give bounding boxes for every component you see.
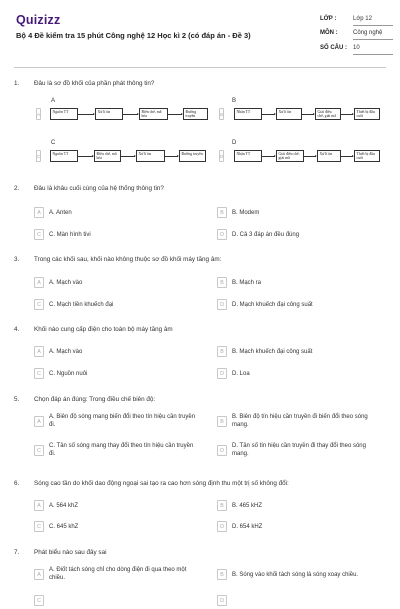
question-text: Khối nào cung cấp điện cho toàn bộ máy tăng âm — [34, 326, 173, 333]
option-text: B. Sóng vào khối tách sóng là sóng xoay chiều. — [232, 572, 359, 578]
question-text: Trong các khối sau, khối nào không thuộc sơ đồ khối máy tăng âm: — [34, 256, 222, 263]
option-a[interactable] — [34, 566, 214, 586]
option-text: B. 465 kHZ — [232, 503, 263, 509]
option-text: C. Nguồn nuôi — [49, 371, 88, 377]
option-text: D. Loa — [232, 371, 250, 377]
diagram-block: Nguồn TT — [50, 150, 78, 162]
option-b-box[interactable]: B — [219, 108, 224, 120]
arrow-icon — [302, 114, 314, 115]
option-text: D. 654 kHZ — [232, 524, 263, 530]
arrow-icon — [262, 114, 275, 115]
option-letter-box[interactable]: B — [217, 416, 227, 427]
option-c-box[interactable]: C — [36, 150, 41, 162]
question-1 — [14, 80, 386, 185]
question-4 — [14, 326, 386, 386]
option-text: A. Điốt tách sóng chỉ cho dòng điện đi qua theo một chiều. — [49, 567, 187, 581]
option-letter-box[interactable]: A — [34, 416, 44, 427]
arrow-icon — [168, 114, 182, 115]
diagram-block: Biến chế, mã hóa — [139, 108, 168, 120]
option-d[interactable] — [217, 595, 387, 609]
diagram-block: Xử lí tin — [95, 108, 123, 120]
option-letter-box[interactable]: D — [217, 229, 227, 240]
question-number: 5. — [14, 396, 20, 403]
option-b[interactable] — [217, 346, 387, 360]
meta-question-count — [320, 45, 400, 57]
option-text: A. Mạch vào — [49, 280, 83, 286]
option-d-box[interactable]: D — [219, 150, 224, 162]
option-text: D. Tần số tín hiệu cần truyền đi thay đổi theo sóng mang. — [232, 443, 366, 457]
option-b[interactable] — [217, 207, 387, 221]
option-text: B. Modem — [232, 210, 260, 216]
diagram-block: Xử lí tin — [317, 150, 341, 162]
question-text: Sóng cao tần do khối dao động ngoại sai tạo ra cao hơn sóng định thu một trị số không đổi: — [34, 480, 289, 487]
arrow-icon — [78, 156, 93, 157]
meta-subject-value: Công nghệ — [353, 30, 393, 40]
question-number: 6. — [14, 480, 20, 487]
option-letter-box[interactable]: C — [34, 595, 44, 606]
option-text: C. 645 khZ — [49, 524, 79, 530]
option-a[interactable] — [34, 207, 204, 221]
diagram-block: Đường truyền — [179, 150, 206, 162]
option-b[interactable] — [217, 413, 387, 433]
quizizz-logo: Quizizz — [16, 13, 61, 27]
option-c[interactable] — [34, 299, 204, 313]
diagram-option-d-label: D — [232, 140, 237, 146]
option-letter-box[interactable]: D — [217, 299, 227, 310]
diagram-block: Xử lí tin — [276, 108, 302, 120]
arrow-icon — [121, 156, 135, 157]
option-d[interactable] — [217, 368, 387, 382]
question-text: Chọn đáp án đúng: Trong điều chế biên độ: — [34, 396, 156, 403]
diagram-option-c-label: C — [51, 140, 56, 146]
meta-class-value: Lớp 12 — [353, 16, 393, 26]
option-letter-box[interactable]: B — [217, 500, 227, 511]
arrow-icon — [262, 156, 275, 157]
option-c[interactable] — [34, 368, 204, 382]
arrow-icon — [341, 156, 353, 157]
question-2 — [14, 185, 386, 245]
diagram-option-c — [50, 150, 220, 172]
diagram-option-b-label: B — [232, 98, 237, 104]
diagram-option-d — [234, 150, 386, 172]
question-number: 2. — [14, 185, 20, 192]
diagram-block: Nguồn TT — [50, 108, 78, 120]
option-text: A. Biên độ sóng mang biến đổi theo tín hiệu cần truyền đi. — [49, 414, 196, 428]
meta-class-label: LỚP : — [320, 16, 337, 22]
option-b[interactable] — [217, 566, 387, 586]
diagram-block: Thiết bị đầu cuối — [354, 150, 380, 162]
meta-question-count-label: SỐ CÂU : — [320, 45, 347, 51]
diagram-option-a — [50, 108, 220, 130]
option-letter-box[interactable]: B — [217, 569, 227, 580]
question-text: Đâu là khâu cuối cùng của hệ thống thông tin? — [34, 185, 164, 192]
option-letter-box[interactable]: B — [217, 346, 227, 357]
option-a[interactable] — [34, 277, 204, 291]
question-number: 3. — [14, 256, 20, 263]
option-c[interactable] — [34, 229, 204, 243]
option-text: B. Biên độ tín hiệu cần truyền đi biến đổi theo sóng mang. — [232, 414, 368, 428]
option-letter-box[interactable]: D — [217, 595, 227, 606]
question-7 — [14, 549, 386, 604]
option-text: C. Mạch tiền khuếch đại — [49, 302, 114, 308]
option-letter-box[interactable]: C — [34, 229, 44, 240]
option-a-box[interactable]: A — [36, 108, 41, 120]
diagram-block: Đường truyền — [183, 108, 208, 120]
option-b[interactable] — [217, 500, 387, 514]
question-number: 4. — [14, 326, 20, 333]
option-letter-box[interactable]: C — [34, 299, 44, 310]
option-text: D. Mạch khuếch đại công suất — [232, 302, 313, 308]
question-text: Đâu là sơ đồ khối của phần phát thông tin? — [34, 80, 155, 87]
option-d[interactable] — [217, 521, 387, 535]
option-c[interactable] — [34, 595, 204, 609]
option-letter-box[interactable]: A — [34, 277, 44, 288]
option-letter-box[interactable]: B — [217, 207, 227, 218]
option-letter-box[interactable]: C — [34, 521, 44, 532]
meta-subject — [320, 30, 400, 42]
option-text: B. Mạch ra — [232, 280, 262, 286]
diagram-block: Thiết bị đầu cuối — [354, 108, 380, 120]
option-letter-box[interactable]: A — [34, 569, 44, 580]
question-5 — [14, 396, 386, 471]
diagram-block: Giải điều chế, giải mã — [315, 108, 341, 120]
option-text: C. Tần số sóng mang thay đổi theo tín hiệu cần truyền đi. — [49, 443, 194, 457]
diagram-block: Nhận TT — [234, 108, 262, 120]
option-letter-box[interactable]: A — [34, 346, 44, 357]
diagram-block: Giải điều chế, giải mã — [276, 150, 304, 162]
option-d[interactable] — [217, 442, 387, 462]
question-number: 7. — [14, 549, 20, 556]
worksheet-header — [14, 0, 386, 68]
option-text: C. Màn hình tivi — [49, 232, 91, 238]
diagram-option-b — [234, 108, 386, 130]
option-b[interactable] — [217, 277, 387, 291]
option-a[interactable] — [34, 346, 204, 360]
option-d[interactable] — [217, 229, 387, 243]
question-6 — [14, 480, 386, 540]
option-c[interactable] — [34, 521, 204, 535]
diagram-block: Nhận TT — [234, 150, 262, 162]
worksheet-title: Bộ 4 Đề kiểm tra 15 phút Công nghệ 12 Học kì 2 (có đáp án - Đề 3) — [16, 31, 251, 40]
option-d[interactable] — [217, 299, 387, 313]
meta-subject-label: MÔN : — [320, 30, 338, 36]
arrow-icon — [123, 114, 138, 115]
option-c[interactable] — [34, 442, 214, 462]
option-letter-box[interactable]: C — [34, 368, 44, 379]
option-text: A. Anten — [49, 210, 72, 216]
option-letter-box[interactable]: D — [217, 445, 227, 456]
option-a[interactable] — [34, 413, 214, 433]
option-text: D. Cả 3 đáp án đều đúng — [232, 232, 300, 238]
option-letter-box[interactable]: A — [34, 500, 44, 511]
option-text: B. Mạch khuếch đại công suất — [232, 349, 313, 355]
arrow-icon — [165, 156, 178, 157]
question-text: Phát biểu nào sau đây sai — [34, 549, 107, 556]
option-letter-box[interactable]: D — [217, 521, 227, 532]
arrow-icon — [341, 114, 353, 115]
option-text: A. Mạch vào — [49, 349, 83, 355]
arrow-icon — [78, 114, 94, 115]
question-number: 1. — [14, 80, 20, 87]
diagram-block: Điều chế, mã hóa — [94, 150, 121, 162]
question-3 — [14, 256, 386, 316]
option-letter-box[interactable]: A — [34, 207, 44, 218]
option-letter-box[interactable]: D — [217, 368, 227, 379]
diagram-block: Xử lí tin — [136, 150, 165, 162]
diagram-option-a-label: A — [51, 98, 56, 104]
arrow-icon — [304, 156, 316, 157]
option-a[interactable] — [34, 500, 204, 514]
option-letter-box[interactable]: B — [217, 277, 227, 288]
meta-class — [320, 16, 400, 28]
meta-question-count-value: 10 — [353, 45, 393, 55]
option-letter-box[interactable]: C — [34, 445, 44, 456]
option-text: A. 564 khZ — [49, 503, 79, 509]
